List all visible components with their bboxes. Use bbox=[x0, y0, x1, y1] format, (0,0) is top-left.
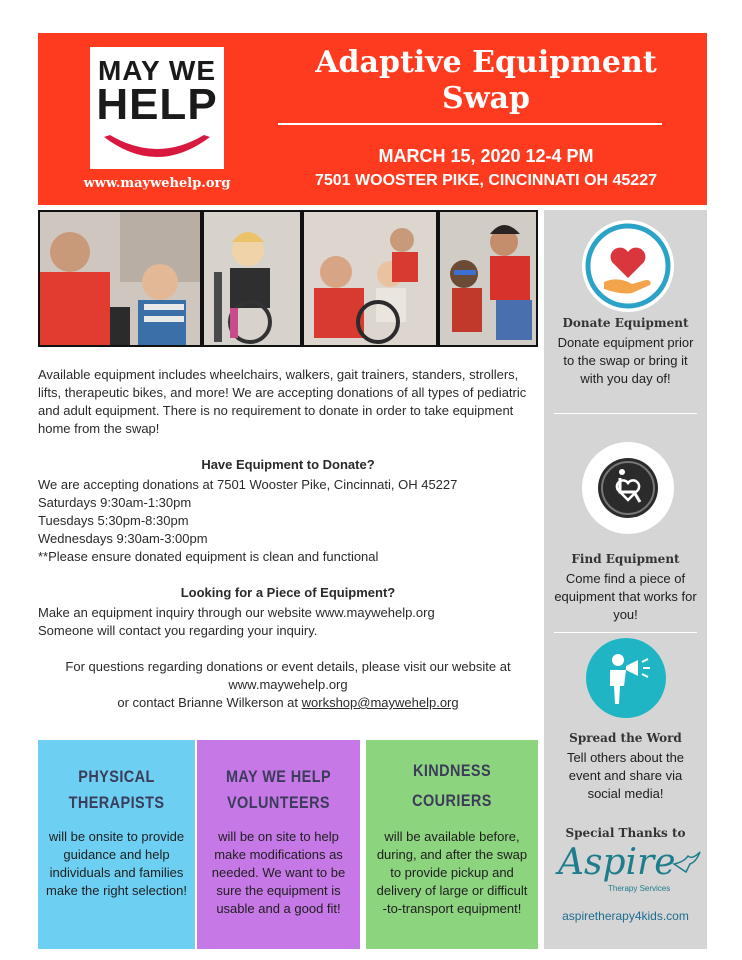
box-title bbox=[216, 764, 341, 816]
aspire-subtitle: Therapy Services bbox=[608, 884, 671, 893]
donate-note: **Please ensure donated equipment is clean and functional bbox=[38, 549, 379, 564]
intro-paragraph: Available equipment includes wheelchairs, walkers, gait trainers, standers, strollers, lifts, therapeutic bikes, and more! We are accepting donations of all types of pediatric and adult equipment. There is no requirement to donate in order to take equipment home from the swap! bbox=[38, 367, 527, 436]
donate-section bbox=[38, 456, 538, 566]
box-body: will be onsite to provide guidance and help individuals and families make the right selection! bbox=[46, 829, 187, 898]
box-title bbox=[386, 756, 519, 816]
contact-prefix: or contact Brianne Wilkerson at bbox=[117, 695, 302, 710]
donate-hours-saturday: Saturdays 9:30am-1:30pm bbox=[38, 495, 192, 510]
special-thanks-heading: Special Thanks to bbox=[565, 826, 686, 840]
kindness-couriers-box bbox=[366, 740, 538, 949]
physical-therapists-box bbox=[38, 740, 195, 949]
sidebar-divider bbox=[554, 632, 697, 633]
aspire-url[interactable]: aspiretherapy4kids.com bbox=[562, 909, 689, 923]
sidebar-text-donate: Donate equipment prior to the swap or bring it with you day of! bbox=[557, 335, 694, 386]
box-title-line-1: MAY WE HELP bbox=[225, 767, 332, 786]
looking-contact: Someone will contact you regarding your inquiry. bbox=[38, 623, 318, 638]
box-title-line-2: THERAPISTS bbox=[68, 793, 165, 812]
photo-child-with-volunteer bbox=[438, 210, 538, 347]
photo-strip bbox=[38, 210, 538, 347]
title-divider bbox=[278, 123, 662, 125]
sidebar-heading-donate: Donate Equipment bbox=[562, 316, 689, 330]
hummingbird-icon bbox=[672, 850, 702, 874]
main-content bbox=[38, 366, 538, 712]
aspire-logo: Aspire bbox=[558, 842, 676, 883]
contact-line-1: For questions regarding donations or event details, please visit our website at bbox=[65, 659, 511, 674]
megaphone-person-icon bbox=[586, 638, 666, 718]
event-address: 7501 WOOSTER PIKE, CINCINNATI OH 45227 bbox=[314, 172, 657, 189]
sidebar-text-spread: Tell others about the event and share via social media! bbox=[566, 750, 685, 801]
contact-email-link[interactable]: workshop@maywehelp.org bbox=[301, 695, 459, 710]
event-title bbox=[278, 45, 694, 117]
may-we-help-logo bbox=[90, 47, 224, 169]
contact-website[interactable]: www.maywehelp.org bbox=[228, 677, 348, 692]
sidebar-heading-find: Find Equipment bbox=[571, 552, 680, 566]
donate-hours-wednesday: Wednesdays 9:30am-3:00pm bbox=[38, 531, 208, 546]
box-body: will be on site to help make modifications as needed. We want to be sure the equipment is usable and a good fit! bbox=[211, 829, 346, 916]
logo-text-bottom: HELP bbox=[96, 80, 218, 129]
smile-icon bbox=[100, 133, 214, 163]
sidebar-text-find: Come find a piece of equipment that works for you! bbox=[554, 571, 697, 622]
title-line-2: Swap bbox=[442, 81, 530, 116]
box-title-line-1: KINDNESS bbox=[412, 761, 492, 780]
contact-section bbox=[38, 658, 538, 712]
box-title-line-2: VOLUNTEERS bbox=[226, 793, 331, 812]
contact-line-3 bbox=[38, 694, 538, 712]
donate-hours-tuesday: Tuesdays 5:30pm-8:30pm bbox=[38, 513, 189, 528]
event-date: MARCH 15, 2020 12-4 PM bbox=[378, 146, 594, 166]
looking-section bbox=[38, 584, 538, 640]
heart-hand-icon bbox=[582, 220, 674, 312]
photo-volunteer-with-child bbox=[38, 210, 202, 347]
donate-heading: Have Equipment to Donate? bbox=[201, 457, 375, 472]
volunteers-box bbox=[197, 740, 360, 949]
looking-heading: Looking for a Piece of Equipment? bbox=[180, 585, 396, 600]
sidebar bbox=[544, 210, 707, 949]
donate-location: We are accepting donations at 7501 Wooster Pike, Cincinnati, OH 45227 bbox=[38, 477, 458, 492]
logo-text-top: MAY WE bbox=[97, 55, 217, 86]
site-url[interactable]: www.maywehelp.org bbox=[83, 176, 231, 191]
title-line-1: Adaptive Equipment bbox=[315, 45, 657, 80]
event-header bbox=[38, 33, 707, 205]
box-title-line-2: COURIERS bbox=[412, 791, 492, 810]
box-title bbox=[57, 764, 177, 816]
sidebar-divider bbox=[554, 413, 697, 414]
box-title-line-1: PHYSICAL bbox=[78, 767, 155, 786]
sidebar-heading-spread: Spread the Word bbox=[569, 731, 682, 745]
looking-inquiry: Make an equipment inquiry through our website www.maywehelp.org bbox=[38, 605, 435, 620]
photo-child-in-walker bbox=[202, 210, 302, 347]
wheelchair-heart-icon bbox=[582, 442, 674, 534]
photo-wheelchair-fitting bbox=[302, 210, 438, 347]
box-body: will be available before, during, and after the swap to provide pickup and delivery of large or difficult -to-transport equipment! bbox=[376, 829, 528, 916]
